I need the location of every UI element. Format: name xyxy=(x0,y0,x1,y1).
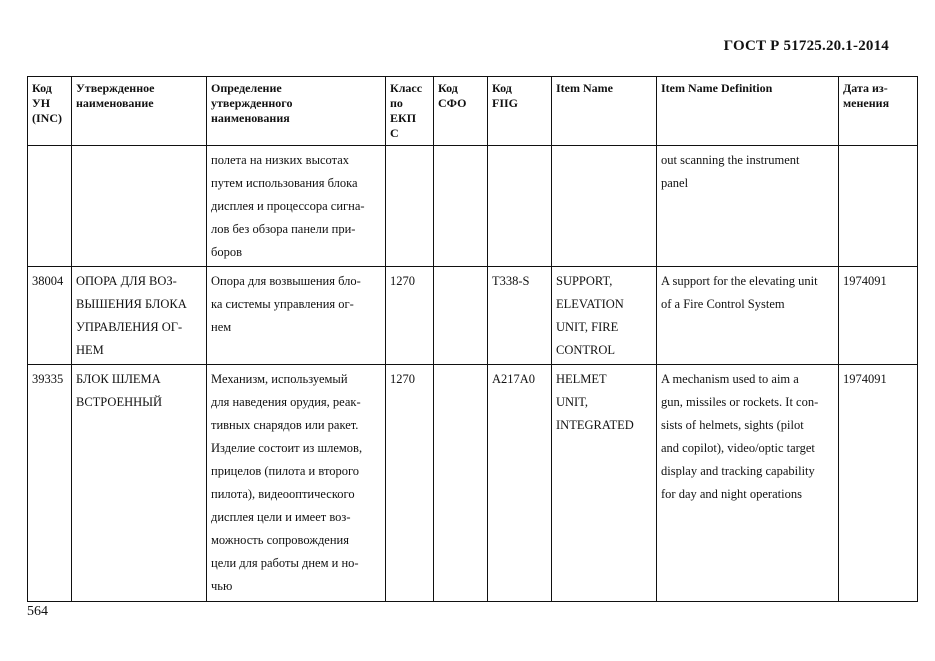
col-header-class: Класс по ЕКП С xyxy=(386,77,434,146)
cell-item-definition: A support for the elevating unit of a Fire Control System xyxy=(657,267,839,365)
document-standard-code: ГОСТ Р 51725.20.1-2014 xyxy=(723,38,889,54)
table-header-row xyxy=(28,77,918,146)
cell-class: 1270 xyxy=(386,267,434,365)
col-header-fiig: Код FIIG xyxy=(488,77,552,146)
cell-approved-name: БЛОК ШЛЕМА ВСТРОЕННЫЙ xyxy=(72,365,207,602)
col-header-item-definition: Item Name Definition xyxy=(657,77,839,146)
cell-item-definition: out scanning the instrument panel xyxy=(657,146,839,267)
cell-change-date xyxy=(839,146,918,267)
page-number: 564 xyxy=(27,604,48,619)
cell-definition: полета на низких высотах путем использования блока дисплея и процессора сигна- лов без обзора панели при- боров xyxy=(207,146,386,267)
cell-sfo xyxy=(434,146,488,267)
col-header-item-name: Item Name xyxy=(552,77,657,146)
cell-sfo xyxy=(434,267,488,365)
cell-sfo xyxy=(434,365,488,602)
cell-item-name xyxy=(552,146,657,267)
col-header-definition: Определение утвержденного наименования xyxy=(207,77,386,146)
cell-class xyxy=(386,146,434,267)
table-row xyxy=(28,267,918,365)
col-header-change-date: Дата из- менения xyxy=(839,77,918,146)
col-header-inc: Код УН (INC) xyxy=(28,77,72,146)
cell-class: 1270 xyxy=(386,365,434,602)
cell-fiig: T338-S xyxy=(488,267,552,365)
cell-approved-name: ОПОРА ДЛЯ ВОЗ- ВЫШЕНИЯ БЛОКА УПРАВЛЕНИЯ ОГ- НЕМ xyxy=(72,267,207,365)
cell-fiig xyxy=(488,146,552,267)
col-header-sfo: Код СФО xyxy=(434,77,488,146)
cell-inc: 39335 xyxy=(28,365,72,602)
cell-change-date: 1974091 xyxy=(839,365,918,602)
cell-change-date: 1974091 xyxy=(839,267,918,365)
cell-item-definition: A mechanism used to aim a gun, missiles or rockets. It con- sists of helmets, sights (pilot and copilot), video/optic target display and tracking capability for day and night operations xyxy=(657,365,839,602)
cell-item-name: HELMET UNIT, INTEGRATED xyxy=(552,365,657,602)
cell-approved-name xyxy=(72,146,207,267)
col-header-approved-name: Утвержденное наименование xyxy=(72,77,207,146)
catalog-table xyxy=(27,76,918,602)
table-row xyxy=(28,365,918,602)
cell-fiig: A217A0 xyxy=(488,365,552,602)
table-row xyxy=(28,146,918,267)
cell-inc: 38004 xyxy=(28,267,72,365)
cell-inc xyxy=(28,146,72,267)
cell-definition: Механизм, используемый для наведения орудия, реак- тивных снарядов или ракет. Изделие состоит из шлемов, прицелов (пилота и второго пилота), видеооптического дисплея цели и имеет воз- можность сопровождения цели для работы днем и но- чью xyxy=(207,365,386,602)
cell-item-name: SUPPORT, ELEVATION UNIT, FIRE CONTROL xyxy=(552,267,657,365)
cell-definition: Опора для возвышения бло- ка системы управления ог- нем xyxy=(207,267,386,365)
